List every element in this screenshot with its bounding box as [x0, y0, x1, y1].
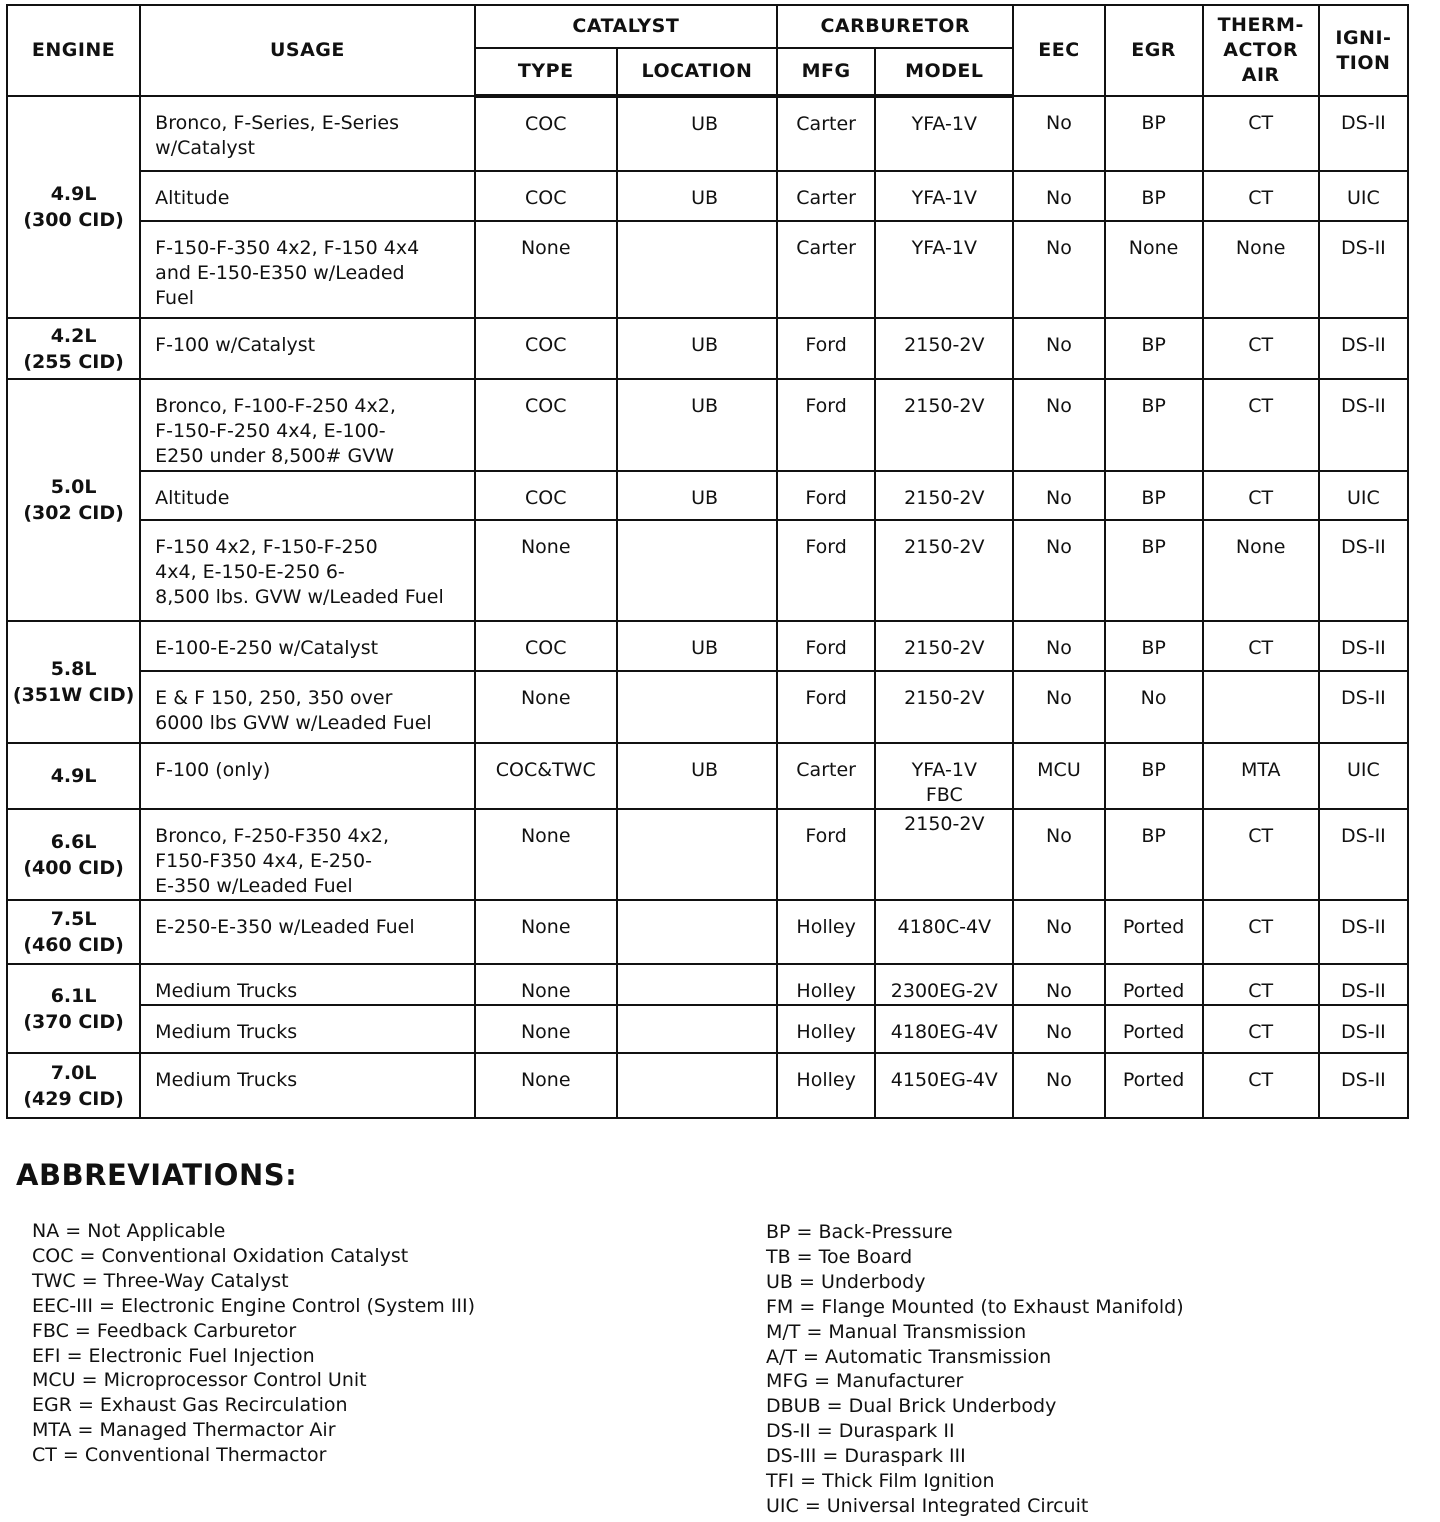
usage-cell: F-150 4x2, F-150-F-250 4x4, E-150-E-250 6- 8,500 lbs. GVW w/Leaded Fuel [140, 520, 474, 621]
carb-model-cell: 2150-2V [875, 621, 1013, 671]
usage-cell: Medium Trucks [140, 1005, 474, 1053]
catalyst-location-cell [617, 221, 777, 318]
ignition-cell: DS-II [1319, 96, 1408, 171]
catalyst-location-cell [617, 1005, 777, 1053]
catalyst-type-cell: COC [475, 379, 617, 471]
abbreviation-item: DS-II = Duraspark II [766, 1420, 955, 1443]
carb-mfg-cell: Holley [777, 900, 875, 964]
thermactor-cell: CT [1203, 471, 1319, 520]
catalyst-location-cell [617, 671, 777, 743]
catalyst-type-cell: COC [475, 621, 617, 671]
abbreviation-item: UIC = Universal Integrated Circuit [766, 1494, 1089, 1517]
carb-model-cell: 2150-2V [875, 809, 1013, 900]
catalyst-type-cell: COC [475, 171, 617, 221]
abbreviation-item: MTA = Managed Thermactor Air [32, 1419, 336, 1442]
ignition-cell: DS-II [1319, 379, 1408, 471]
table-row [7, 1053, 1408, 1118]
usage-cell: Medium Trucks [140, 1053, 474, 1118]
carb-mfg-cell: Holley [777, 1005, 875, 1053]
eec-cell: No [1013, 1005, 1104, 1053]
catalyst-type-cell: None [475, 809, 617, 900]
usage-cell: Bronco, F-100-F-250 4x2, F-150-F-250 4x4, E-100- E250 under 8,500# GVW [140, 379, 474, 471]
carb-model-cell: 4180EG-4V [875, 1005, 1013, 1053]
carb-model-cell: YFA-1V [875, 96, 1013, 171]
ignition-cell: UIC [1319, 743, 1408, 809]
catalyst-type-cell: None [475, 520, 617, 621]
catalyst-location-cell: UB [617, 318, 777, 379]
table-row [7, 221, 1408, 318]
catalyst-type-cell: COC [475, 96, 617, 171]
usage-cell: F-100 w/Catalyst [140, 318, 474, 379]
engine-cell: 7.5L (460 CID) [7, 900, 140, 964]
egr-cell: BP [1105, 471, 1203, 520]
ignition-cell: DS-II [1319, 1005, 1408, 1053]
egr-cell: Ported [1105, 900, 1203, 964]
eec-cell: No [1013, 318, 1104, 379]
table-row [7, 671, 1408, 743]
ignition-cell: DS-II [1319, 621, 1408, 671]
eec-cell: MCU [1013, 743, 1104, 809]
engine-cell: 4.2L (255 CID) [7, 318, 140, 379]
abbreviation-item: UB = Underbody [766, 1270, 926, 1293]
engine-cell: 6.1L (370 CID) [7, 964, 140, 1053]
carb-mfg-cell: Ford [777, 621, 875, 671]
usage-cell: E-250-E-350 w/Leaded Fuel [140, 900, 474, 964]
eec-cell: No [1013, 1053, 1104, 1118]
carb-mfg-cell: Carter [777, 743, 875, 809]
col-header-carb-mfg: MFG [777, 48, 875, 96]
ignition-cell: UIC [1319, 171, 1408, 221]
catalyst-location-cell [617, 520, 777, 621]
catalyst-location-cell: UB [617, 471, 777, 520]
catalyst-location-cell [617, 964, 777, 1005]
engine-cell: 5.8L (351W CID) [7, 621, 140, 743]
thermactor-cell: CT [1203, 621, 1319, 671]
engine-cell: 7.0L (429 CID) [7, 1053, 140, 1118]
catalyst-type-cell: COC [475, 471, 617, 520]
carb-mfg-cell: Ford [777, 671, 875, 743]
abbreviation-item: TFI = Thick Film Ignition [766, 1470, 995, 1493]
col-header-catalyst-location: LOCATION [617, 48, 777, 96]
catalyst-location-cell: UB [617, 171, 777, 221]
carb-model-cell: 2150-2V [875, 318, 1013, 379]
col-header-engine: ENGINE [7, 5, 140, 96]
usage-cell: Medium Trucks [140, 964, 474, 1005]
egr-cell: BP [1105, 171, 1203, 221]
abbreviation-item: TB = Toe Board [766, 1245, 913, 1268]
eec-cell: No [1013, 520, 1104, 621]
ignition-cell: UIC [1319, 471, 1408, 520]
thermactor-cell: CT [1203, 171, 1319, 221]
table-row [7, 964, 1408, 1005]
egr-cell: BP [1105, 621, 1203, 671]
carb-model-cell: 2150-2V [875, 379, 1013, 471]
engine-cell: 6.6L (400 CID) [7, 809, 140, 900]
catalyst-type-cell: None [475, 900, 617, 964]
thermactor-cell: CT [1203, 1053, 1319, 1118]
abbreviation-item: DS-III = Duraspark III [766, 1445, 966, 1468]
carb-model-cell: 2150-2V [875, 520, 1013, 621]
thermactor-cell: CT [1203, 318, 1319, 379]
col-header-catalyst-type: TYPE [475, 48, 617, 96]
egr-cell: BP [1105, 743, 1203, 809]
usage-cell: E-100-E-250 w/Catalyst [140, 621, 474, 671]
egr-cell: Ported [1105, 964, 1203, 1005]
ignition-cell: DS-II [1319, 318, 1408, 379]
abbreviation-item: MFG = Manufacturer [766, 1370, 964, 1393]
thermactor-cell: MTA [1203, 743, 1319, 809]
engine-cell: 4.9L [7, 743, 140, 809]
carb-model-cell: YFA-1V [875, 171, 1013, 221]
table-row [7, 471, 1408, 520]
eec-cell: No [1013, 964, 1104, 1005]
carb-model-cell: 4150EG-4V [875, 1053, 1013, 1118]
abbreviations-list-left [32, 1219, 475, 1468]
table-row [7, 520, 1408, 621]
col-header-eec: EEC [1013, 5, 1104, 96]
abbreviations-list-right [766, 1220, 1184, 1519]
thermactor-cell: CT [1203, 379, 1319, 471]
eec-cell: No [1013, 379, 1104, 471]
thermactor-cell [1203, 671, 1319, 743]
eec-cell: No [1013, 471, 1104, 520]
carb-model-cell: YFA-1V FBC [875, 743, 1013, 809]
table-row [7, 171, 1408, 221]
eec-cell: No [1013, 621, 1104, 671]
eec-cell: No [1013, 809, 1104, 900]
catalyst-type-cell: None [475, 671, 617, 743]
carb-mfg-cell: Ford [777, 379, 875, 471]
catalyst-location-cell [617, 900, 777, 964]
ignition-cell: DS-II [1319, 520, 1408, 621]
abbreviation-item: EGR = Exhaust Gas Recirculation [32, 1394, 348, 1417]
egr-cell: BP [1105, 520, 1203, 621]
table-body [7, 96, 1408, 1118]
table-row [7, 379, 1408, 471]
table-row [7, 900, 1408, 964]
table-row [7, 809, 1408, 900]
egr-cell: Ported [1105, 1005, 1203, 1053]
thermactor-cell: CT [1203, 1005, 1319, 1053]
thermactor-cell: CT [1203, 900, 1319, 964]
carb-mfg-cell: Ford [777, 471, 875, 520]
thermactor-cell: CT [1203, 964, 1319, 1005]
catalyst-location-cell [617, 1053, 777, 1118]
abbreviations-title: ABBREVIATIONS: [16, 1158, 298, 1192]
carb-model-cell: YFA-1V [875, 221, 1013, 318]
abbreviation-item: BP = Back-Pressure [766, 1221, 953, 1243]
abbreviation-item: EEC-III = Electronic Engine Control (System III) [32, 1294, 476, 1317]
eec-cell: No [1013, 900, 1104, 964]
carb-model-cell: 2150-2V [875, 671, 1013, 743]
catalyst-type-cell: None [475, 221, 617, 318]
thermactor-cell: None [1203, 520, 1319, 621]
table-row [7, 1005, 1408, 1053]
col-header-carb-model: MODEL [875, 48, 1013, 96]
table-row [7, 743, 1408, 809]
usage-cell: Altitude [140, 171, 474, 221]
catalyst-location-cell [617, 809, 777, 900]
col-header-thermactor-air: THERM- ACTOR AIR [1203, 5, 1319, 96]
abbreviation-item: NA = Not Applicable [32, 1220, 226, 1242]
abbreviation-item: FBC = Feedback Carburetor [32, 1319, 297, 1342]
abbreviation-item: A/T = Automatic Transmission [766, 1345, 1052, 1368]
ignition-cell: DS-II [1319, 671, 1408, 743]
egr-cell: BP [1105, 379, 1203, 471]
carb-mfg-cell: Holley [777, 964, 875, 1005]
egr-cell: BP [1105, 96, 1203, 171]
egr-cell: BP [1105, 809, 1203, 900]
ignition-cell: DS-II [1319, 1053, 1408, 1118]
usage-cell: E & F 150, 250, 350 over 6000 lbs GVW w/Leaded Fuel [140, 671, 474, 743]
eec-cell: No [1013, 221, 1104, 318]
carb-mfg-cell: Ford [777, 318, 875, 379]
catalyst-location-cell: UB [617, 621, 777, 671]
ignition-cell: DS-II [1319, 809, 1408, 900]
abbreviation-item: M/T = Manual Transmission [766, 1320, 1027, 1343]
col-group-carburetor: CARBURETOR [777, 5, 1013, 48]
carb-mfg-cell: Carter [777, 221, 875, 318]
col-header-egr: EGR [1105, 5, 1203, 96]
carb-mfg-cell: Ford [777, 809, 875, 900]
egr-cell: None [1105, 221, 1203, 318]
usage-cell: Bronco, F-Series, E-Series w/Catalyst [140, 96, 474, 171]
table-row [7, 96, 1408, 171]
catalyst-type-cell: None [475, 964, 617, 1005]
abbreviation-item: MCU = Microprocessor Control Unit [32, 1369, 367, 1392]
usage-cell: Bronco, F-250-F350 4x2, F150-F350 4x4, E-250- E-350 w/Leaded Fuel [140, 809, 474, 900]
carb-mfg-cell: Carter [777, 171, 875, 221]
usage-cell: F-100 (only) [140, 743, 474, 809]
abbreviation-item: TWC = Three-Way Catalyst [32, 1269, 289, 1292]
catalyst-type-cell: COC&TWC [475, 743, 617, 809]
carb-mfg-cell: Ford [777, 520, 875, 621]
carb-model-cell: 2300EG-2V [875, 964, 1013, 1005]
table-row [7, 621, 1408, 671]
egr-cell: BP [1105, 318, 1203, 379]
ignition-cell: DS-II [1319, 900, 1408, 964]
engine-cell: 5.0L (302 CID) [7, 379, 140, 621]
catalyst-location-cell: UB [617, 743, 777, 809]
col-group-catalyst: CATALYST [475, 5, 777, 48]
carb-mfg-cell: Carter [777, 96, 875, 171]
egr-cell: No [1105, 671, 1203, 743]
abbreviation-item: DBUB = Dual Brick Underbody [766, 1395, 1057, 1418]
catalyst-type-cell: COC [475, 318, 617, 379]
catalyst-location-cell: UB [617, 96, 777, 171]
abbreviation-item: CT = Conventional Thermactor [32, 1444, 327, 1467]
col-header-usage: USAGE [140, 5, 474, 96]
usage-cell: Altitude [140, 471, 474, 520]
thermactor-cell: None [1203, 221, 1319, 318]
abbreviation-item: EFI = Electronic Fuel Injection [32, 1344, 315, 1367]
carb-mfg-cell: Holley [777, 1053, 875, 1118]
carb-model-cell: 4180C-4V [875, 900, 1013, 964]
eec-cell: No [1013, 671, 1104, 743]
engine-spec-table [6, 4, 1409, 1119]
catalyst-type-cell: None [475, 1053, 617, 1118]
thermactor-cell: CT [1203, 96, 1319, 171]
table-row [7, 318, 1408, 379]
eec-cell: No [1013, 96, 1104, 171]
egr-cell: Ported [1105, 1053, 1203, 1118]
catalyst-location-cell: UB [617, 379, 777, 471]
col-header-ignition: IGNI- TION [1319, 5, 1408, 96]
usage-cell: F-150-F-350 4x2, F-150 4x4 and E-150-E350 w/Leaded Fuel [140, 221, 474, 318]
abbreviation-item: COC = Conventional Oxidation Catalyst [32, 1244, 409, 1267]
engine-cell: 4.9L (300 CID) [7, 96, 140, 318]
ignition-cell: DS-II [1319, 964, 1408, 1005]
thermactor-cell: CT [1203, 809, 1319, 900]
abbreviation-item: FM = Flange Mounted (to Exhaust Manifold) [766, 1295, 1184, 1318]
catalyst-type-cell: None [475, 1005, 617, 1053]
ignition-cell: DS-II [1319, 221, 1408, 318]
eec-cell: No [1013, 171, 1104, 221]
carb-model-cell: 2150-2V [875, 471, 1013, 520]
